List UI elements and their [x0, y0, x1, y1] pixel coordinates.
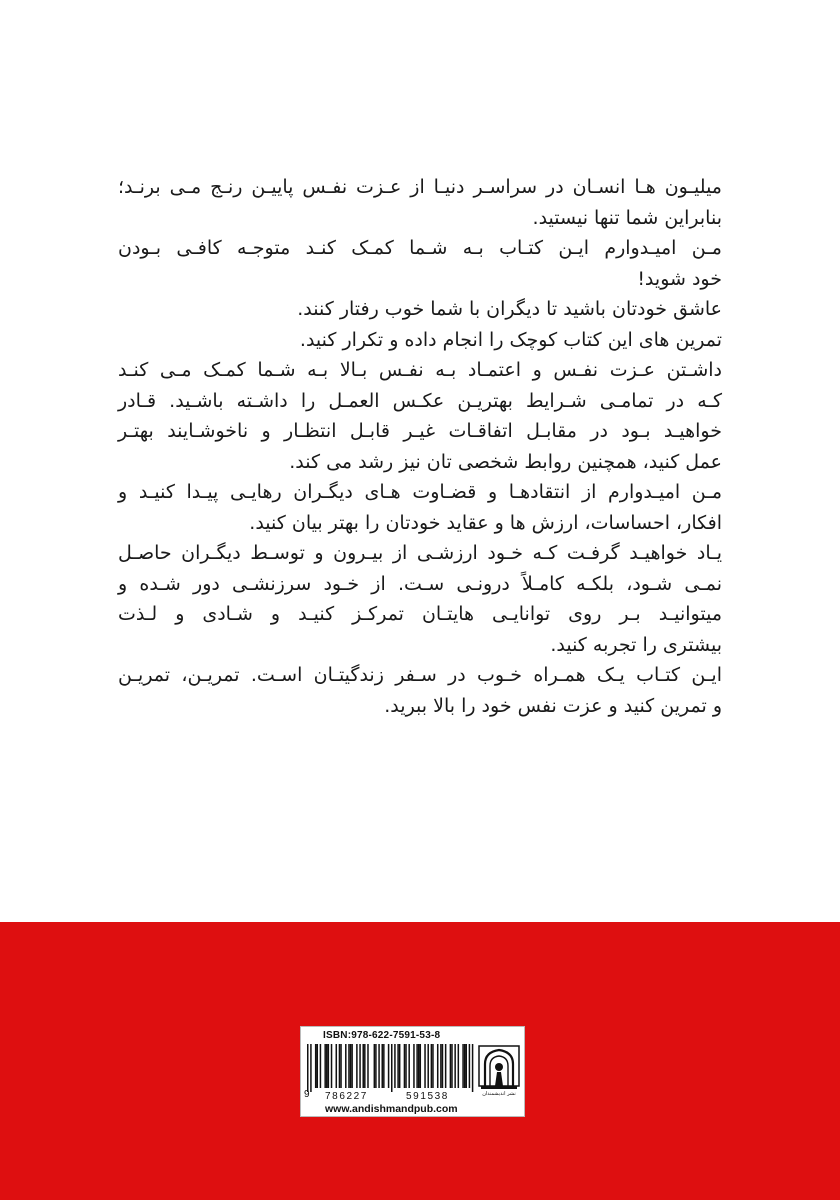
barcode-bar	[432, 1044, 434, 1088]
barcode-bar	[450, 1044, 452, 1088]
barcode-bar	[362, 1044, 364, 1088]
barcode-bar	[331, 1044, 333, 1088]
barcode-bar	[424, 1044, 426, 1088]
text-line: ایـن کتـاب یـک همـراه خـوب در سـفر زندگیتـان اسـت. تمریـن، تمریـن	[118, 664, 722, 686]
barcode-bar	[462, 1044, 464, 1088]
barcode-bar	[375, 1044, 377, 1088]
barcode-bar	[469, 1044, 471, 1088]
text-line: نمـی شـود، بلکـه کامـلاً درونـی سـت. از خـود سرزنشـی دور شـده و	[118, 572, 722, 595]
text-line: خواهیـد بـود در مقابـل اتفاقـات غیـر قابـل انتظـار و ناخوشـایند بهتـر	[118, 420, 722, 442]
barcode-bar	[451, 1044, 453, 1088]
barcode-digits-right: 591538	[406, 1091, 449, 1102]
barcode-bar	[350, 1044, 352, 1088]
barcode-bar	[383, 1044, 385, 1088]
barcode-bar	[454, 1044, 456, 1088]
barcode-bar	[465, 1044, 467, 1088]
text-line: بنابراین شما تنها نیستید.	[532, 206, 722, 229]
barcode-bar	[399, 1044, 401, 1088]
barcode-bar	[445, 1044, 447, 1088]
barcode-bar	[442, 1044, 444, 1088]
barcode-bar	[356, 1044, 358, 1088]
svg-text:نشر اندیشمندان: نشر اندیشمندان	[482, 1091, 516, 1096]
barcode-bar	[458, 1044, 460, 1088]
text-line: مـن امیـدوارم از انتقادهـا و قضـاوت هـای دیگـران رهایـی پیـدا کنیـد و	[118, 481, 722, 503]
barcode-bar	[431, 1044, 433, 1088]
barcode-digits-left: 786227	[325, 1091, 368, 1102]
text-line: عمل کنید، همچنین روابط شخصی تان نیز رشد می کند.	[289, 450, 722, 473]
text-line: مـن امیـدوارم ایـن کتـاب بـه شـما کمـک کنـد متوجـه کافـی بـودن	[118, 237, 722, 259]
isbn-number: ISBN:978-622-7591-53-8	[323, 1030, 441, 1041]
barcode-bar	[427, 1044, 429, 1088]
barcode-bar	[397, 1044, 399, 1088]
barcode-bar	[404, 1044, 406, 1088]
publisher-logo-icon	[477, 1044, 521, 1096]
barcode-bar	[320, 1044, 322, 1088]
barcode-bar	[351, 1044, 353, 1088]
isbn-barcode-box	[300, 1026, 525, 1117]
barcode-bar	[324, 1044, 326, 1088]
barcode-bar	[416, 1044, 418, 1088]
barcode-bar	[405, 1044, 407, 1088]
barcode-bar	[408, 1044, 410, 1088]
barcode-lead-digit: 9	[304, 1089, 310, 1100]
barcode-bar	[340, 1044, 342, 1088]
barcode-bar	[315, 1044, 317, 1088]
text-line: میلیـون هـا انسـان در سراسـر دنیـا از عـزت نفـس پاییـن رنـج مـی برنـد؛	[118, 176, 722, 198]
text-line: داشـتن عـزت نفـس و اعتمـاد بـه نفـس بـالا بـه شـما کمـک مـی کنـد	[118, 359, 722, 381]
barcode-bar	[348, 1044, 350, 1088]
text-line: خود شوید!	[637, 267, 722, 290]
barcode-bar	[413, 1044, 415, 1088]
barcode-bar	[310, 1044, 312, 1092]
barcode-bar	[388, 1044, 390, 1088]
barcode-bar	[378, 1044, 380, 1088]
text-line: یـاد خواهیـد گرفـت کـه خـود ارزشـی از بیـرون و توسـط دیگـران حاصـل	[118, 542, 722, 564]
barcode-bar	[381, 1044, 383, 1088]
barcode-bar	[328, 1044, 330, 1088]
barcode-bar	[420, 1044, 422, 1088]
barcode-bar	[359, 1044, 361, 1088]
barcode-bar	[336, 1044, 338, 1088]
barcode-bar	[367, 1044, 369, 1088]
barcode-bar	[437, 1044, 439, 1088]
back-cover-text	[118, 172, 722, 721]
barcode-bar	[326, 1044, 328, 1088]
text-line: افکار، احساسات، ارزش ها و عقاید خودتان را بهتر بیان کنید.	[249, 511, 722, 534]
barcode-bar	[418, 1044, 420, 1088]
text-line: میتوانیـد بـر روی توانایـی هایتـان تمرکـز کنیـد و شـادی و لـذت	[118, 603, 722, 625]
barcode-bar	[464, 1044, 466, 1088]
barcode-bar	[339, 1044, 341, 1088]
barcode-bar	[307, 1044, 309, 1092]
barcode-bar	[391, 1044, 393, 1092]
barcode-bar	[394, 1044, 396, 1088]
barcode-bar	[317, 1044, 319, 1088]
barcode-bar	[345, 1044, 347, 1088]
text-line: بیشتری را تجربه کنید.	[550, 633, 722, 656]
text-line: و تمرین کنید و عزت نفس خود را بالا ببرید.	[384, 694, 722, 717]
text-line: کـه در تمامـی شـرایط بهتریـن عکـس العمـل را داشـته باشـید. قـادر	[118, 389, 722, 412]
text-line: عاشق خودتان باشید تا دیگران با شما خوب رفتار کنند.	[297, 298, 722, 320]
barcode-bar	[440, 1044, 442, 1088]
barcode-icon	[307, 1044, 475, 1092]
barcode-bar	[374, 1044, 376, 1088]
barcode-bar	[472, 1044, 474, 1092]
publisher-website: www.andishmandpub.com	[325, 1103, 458, 1115]
text-line: تمرین های این کتاب کوچک را انجام داده و تکرار کنید.	[299, 328, 722, 351]
barcode-bar	[364, 1044, 366, 1088]
